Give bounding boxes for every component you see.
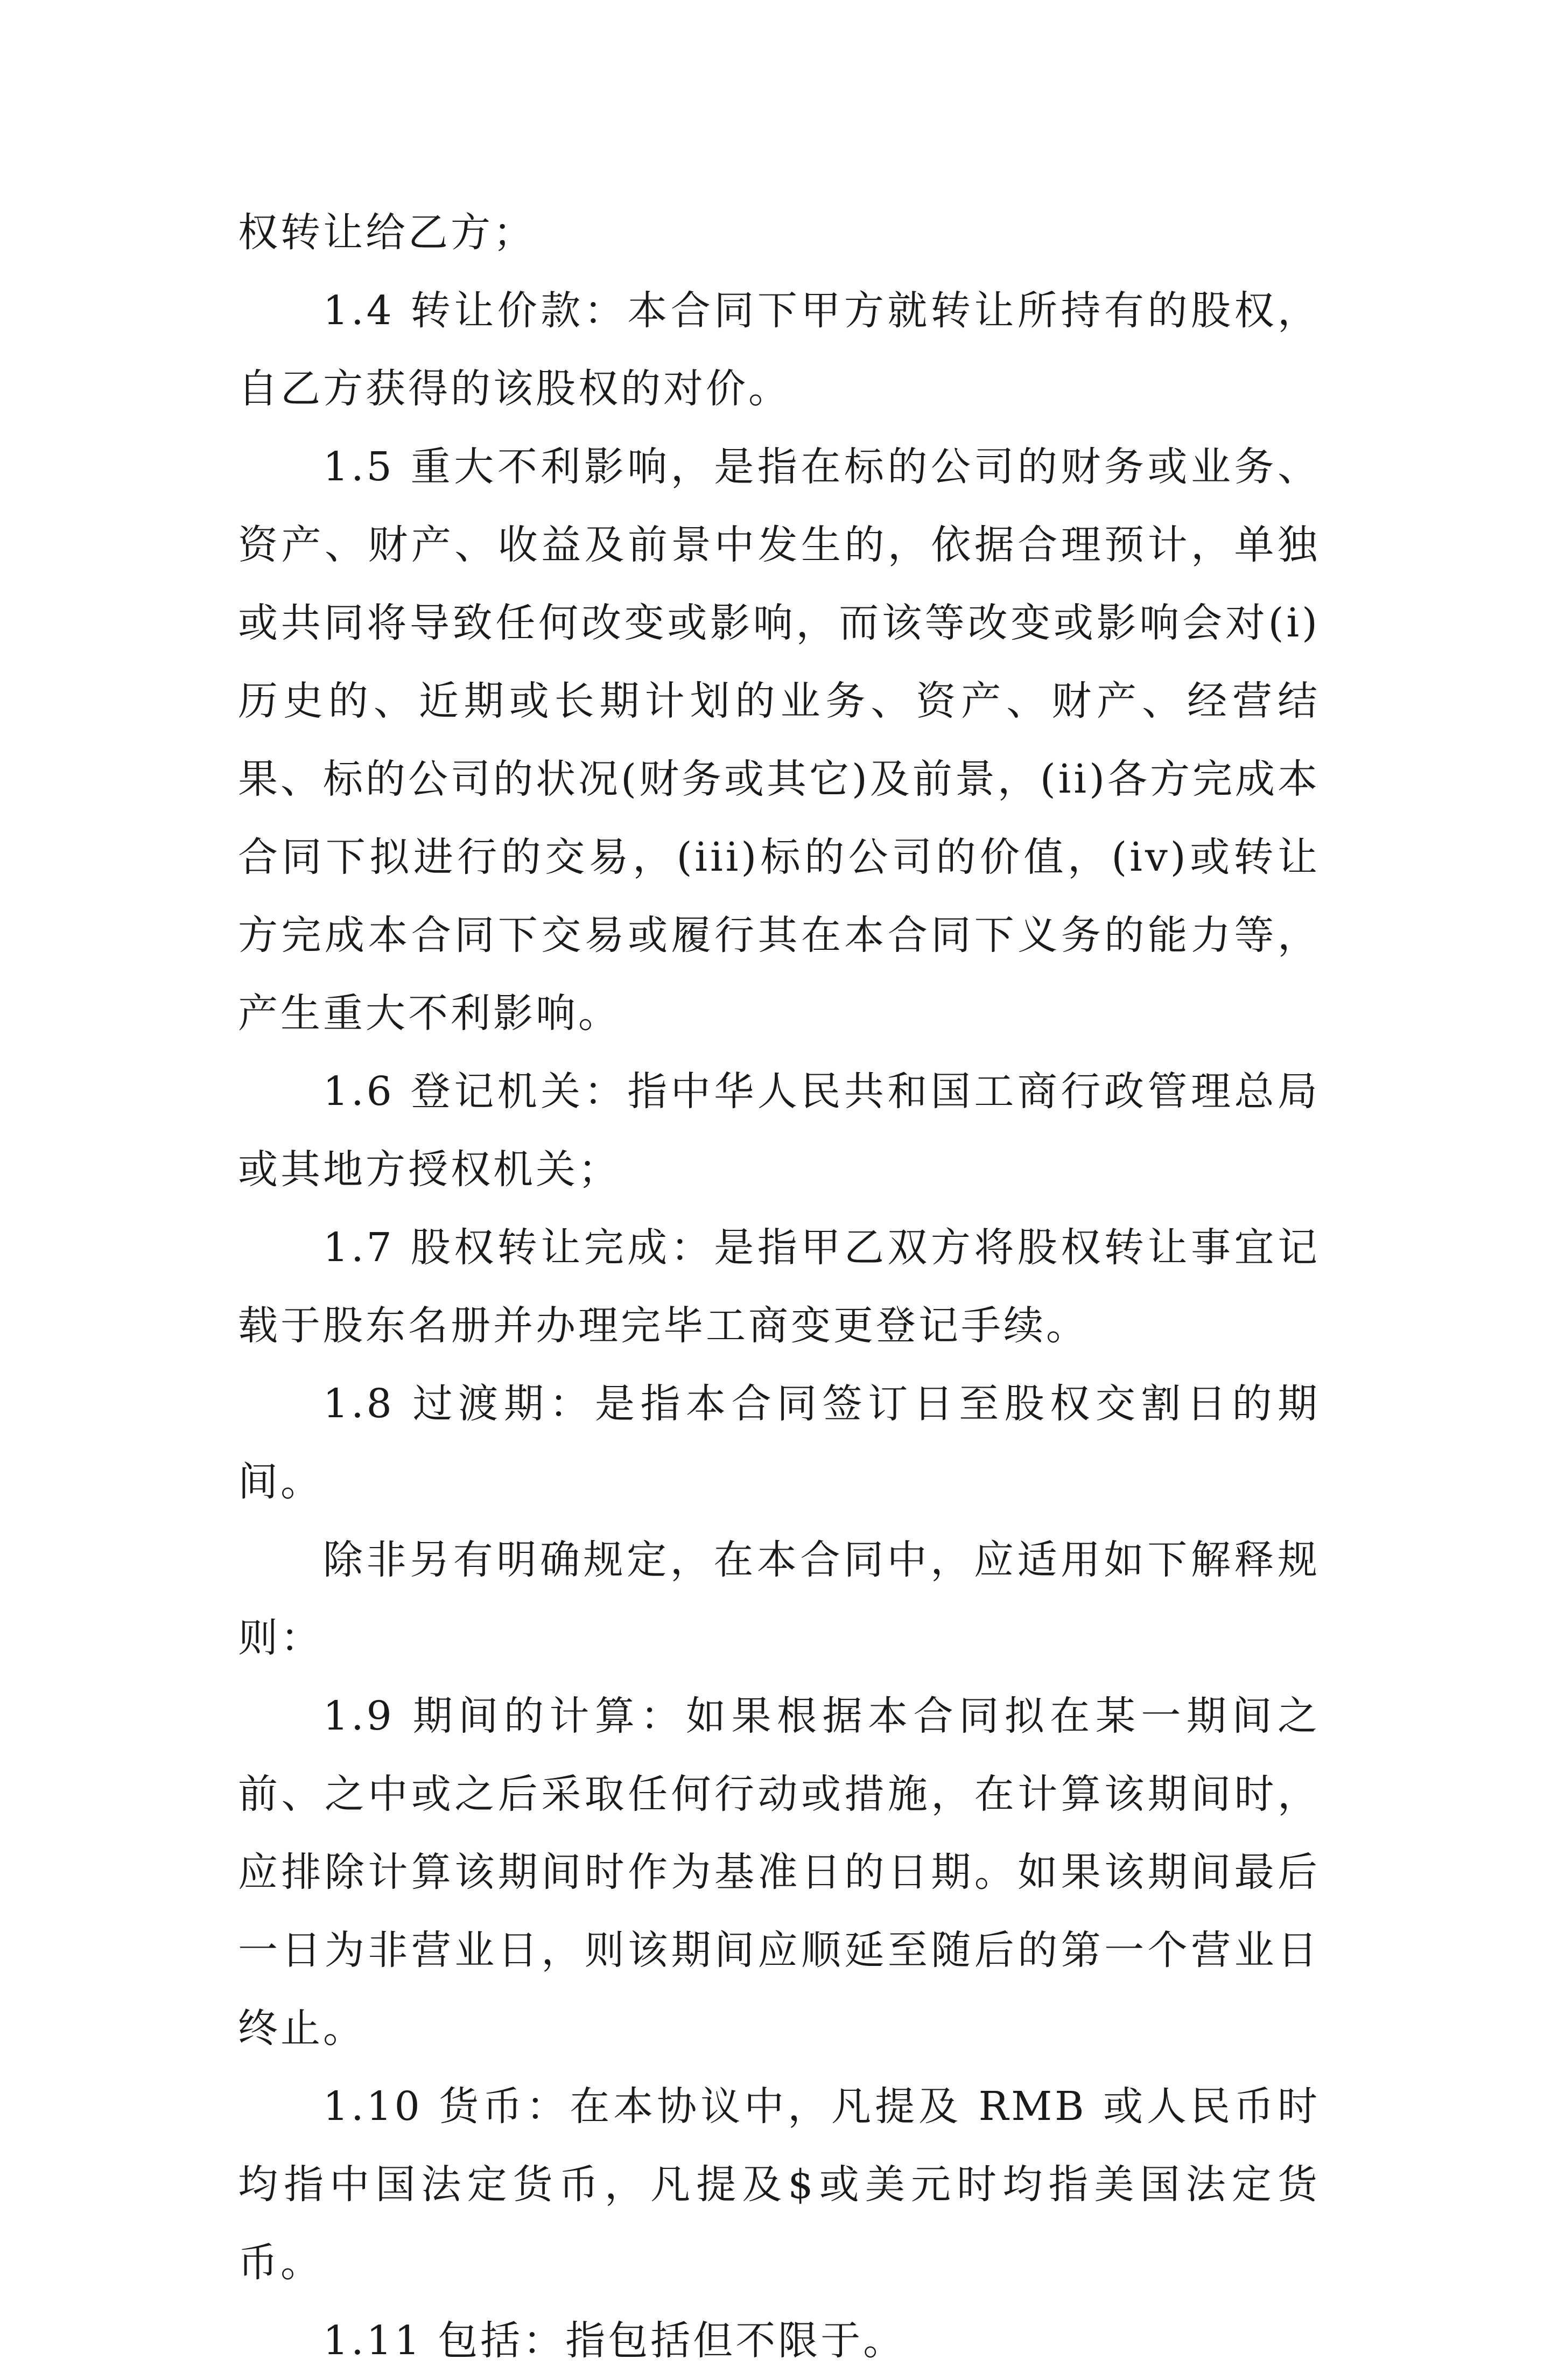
- clause-1-11: 1.11 包括：指包括但不限于。: [323, 2318, 906, 2364]
- paragraph-continuation: 权转让给乙方；: [238, 209, 536, 256]
- clause-1-8: 1.8 过渡期：是指本合同签订日至股权交割日的期间。: [238, 1381, 1320, 1505]
- clause-1-7: 1.7 股权转让完成：是指甲乙双方将股权转让事宜记载于股东名册并办理完毕工商变更登记手续。: [238, 1224, 1320, 1349]
- contract-text: [238, 194, 1320, 2380]
- clause-1-6: 1.6 登记机关：指中华人民共和国工商行政管理总局或其地方授权机关；: [238, 1068, 1320, 1193]
- clause-1-4: 1.4 转让价款：本合同下甲方就转让所持有的股权，自乙方获得的该股权的对价。: [238, 288, 1320, 412]
- clause-1-9: 1.9 期间的计算：如果根据本合同拟在某一期间之前、之中或之后采取任何行动或措施，在计算该期间时，应排除计算该期间时作为基准日的日期。如果该期间最后一日为非营业日，则该期间应顺延至随后的第一个营业日终止。: [238, 1693, 1320, 2052]
- clause-1-5: 1.5 重大不利影响，是指在标的公司的财务或业务、资产、财产、收益及前景中发生的，依据合理预计，单独或共同将导致任何改变或影响，而该等改变或影响会对(i)历史的、近期或长期计划的业务、资产、财产、经营结果、标的公司的状况(财务或其它)及前景，(ii)各方完成本合同下拟进行的交易，(iii)标的公司的价值，(iv)或转让方完成本合同下交易或履行其在本合同下义务的能力等，产生重大不利影响。: [238, 444, 1320, 1037]
- interpretation-rules: 除非另有明确规定，在本合同中，应适用如下解释规则：: [238, 1537, 1320, 1661]
- clause-1-10: 1.10 货币：在本协议中，凡提及 RMB 或人民币时均指中国法定货币，凡提及$或美元时均指美国法定货币。: [238, 2083, 1320, 2286]
